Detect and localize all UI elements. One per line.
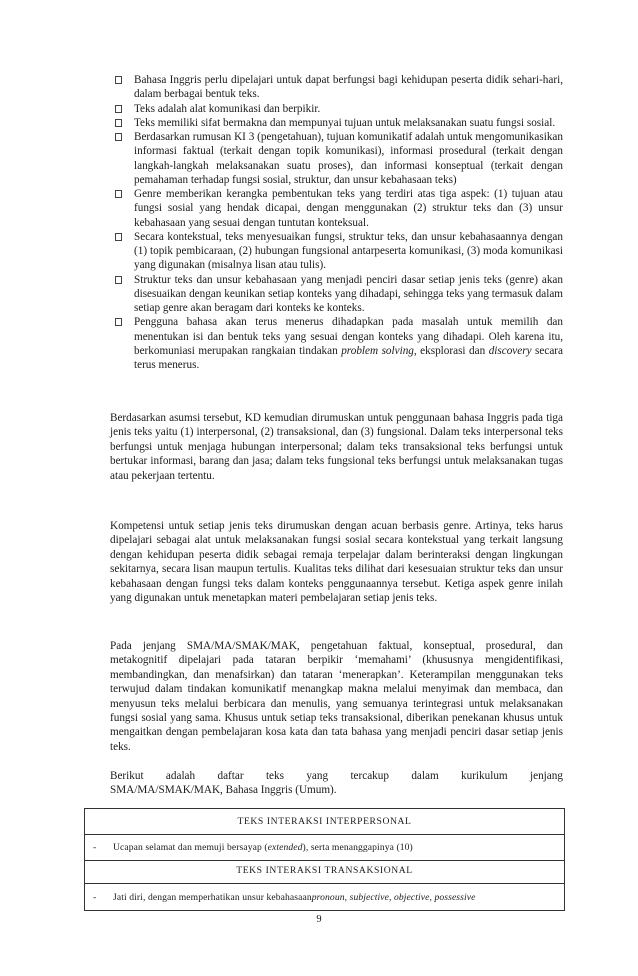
word: adalah [165,770,196,782]
row-emphasis: pronoun, subjective, objective, possessive [311,891,476,903]
bullet-text: Pengguna bahasa akan terus menerus dihadapkan pada masalah untuk memilih dan menentukan isi dan bentuk teks yang sesuai dengan konteks yang dihadapi. Oleh karena itu, berkomuniasi merupakan rangkaian tindakan [134,316,563,357]
word: kurikulum [461,770,508,782]
word: dalam [411,770,439,782]
paragraph-competence: Kompetensi untuk setiap jenis teks dirumuskan dengan acuan berbasis genre. Artinya, teks harus dipelajari sebagai alat untuk melaksanakan fungsi sosial secara kontekstual yang terkait langsung dengan kehidupan peserta didik sebagai remaja terpelajar dalam berinteraksi dengan lingkungan sekitarnya, secara lisan maupun tertulis. Kualitas teks dilihat dari kesesuaian struktur teks dan unsur kebahasaan dengan fungsi teks dalam konteks penggunaannya tersebut. Ketiga aspek genre inilah yang digunakan untuk menetapkan materi pembelajaran setiap jenis teks. [110,520,563,605]
bullet-item [110,273,563,316]
bullet-item [110,315,563,372]
missing-glyph-bullet-icon [115,133,122,141]
intro-line-2: SMA/MA/SMAK/MAK, Bahasa Inggris (Umum). [110,784,337,797]
row-text: Ucapan selamat dan memuji bersayap ( [113,842,268,853]
missing-glyph-bullet-icon [115,190,122,198]
row-text: ), serta menanggapinya (10) [302,842,413,853]
bullet-text: , eksplorasi dan [413,344,489,357]
table-interpersonal [84,808,565,861]
paragraph-list-intro [110,769,563,798]
word: teks [265,770,284,782]
missing-glyph-bullet-icon [115,233,122,241]
bullet-item [110,116,563,130]
emphasis-discovery: discovery [488,344,532,357]
word: Berikut [110,770,144,782]
word: yang [306,770,329,782]
bullet-text: Genre memberikan kerangka pembentukan teks yang terdiri atas tiga aspek: (1) tujuan atau fungsi sosial yang hendak dicapai, dengan menggunakan (2) struktur teks dan (3) unsur kebahasaan yang sesuai dengan tuntutan konteksual. [134,188,563,229]
paragraph-text-types: Berdasarkan asumsi tersebut, KD kemudian dirumuskan untuk penggunaan bahasa Inggris pada tiga jenis teks yaitu (1) interpersonal, (2) transaksional, dan (3) fungsional. Dalam teks interpersonal teks berfungsi untuk menjaga hubungan interpersonal; dalam teks transaksional teks berfungsi untuk bertukar informasi, barang dan jasa; dalam teks fungsional teks berfungsi untuk melaksanakan tugas atau pekerjaan tertentu. [110,412,563,482]
bullet-item [110,102,563,116]
emphasis-problem-solving: problem solving [341,344,414,357]
paragraph-sma-level: Pada jenjang SMA/MA/SMAK/MAK, pengetahuan faktual, konseptual, prosedural, dan metakognitif dipelajari pada tataran berpikir ‘memahami’ (khususnya mengidentifikasi, membandingkan, dan menafsirkan) dan tataran ‘menerapkan’. Keterampilan menggunakan teks terwujud dalam tindakan komunikatif menangkap makna melalui menyimak dan membaca, dan menyusun teks melalui berbicara dan menulis, yang semuanya terintegrasi untuk melaksanakan fungsi sosial yang sama. Khusus untuk setiap teks transaksional, diberikan penekanan khusus untuk mengaitkan dengan pembelajaran kosa kata dan tata bahasa yang menjadi penciri dasar setiap jenis teks. [110,640,563,753]
missing-glyph-bullet-icon [115,105,122,113]
page-number: 9 [316,914,322,925]
missing-glyph-bullet-icon [115,119,122,127]
bullet-text: Berdasarkan rumusan KI 3 (pengetahuan), tujuan komunikatif adalah untuk mengomunikasikan informasi faktual (terkait dengan topik komunikasi), informasi prosedural (terkait dengan langkah-langkah melaksanakan suatu proses), dan informasi konseptual (terkait dengan pemahaman terhadap fungsi sosial, struktur, dan unsur kebahasaan teks) [134,131,563,186]
bullet-item [110,130,563,187]
missing-glyph-bullet-icon [115,276,122,284]
table-row [85,884,564,910]
bullet-item [110,73,563,102]
bullet-text: Teks memiliki sifat bermakna dan mempunyai tujuan untuk melaksanakan suatu fungsi sosial. [134,116,556,129]
table-header-interpersonal: TEKS INTERAKSI INTERPERSONAL [85,809,564,835]
word: daftar [217,770,244,782]
bullet-text: Bahasa Inggris perlu dipelajari untuk dapat berfungsi bagi kehidupan peserta didik sehari-hari, dalam berbagai bentuk teks. [134,74,563,101]
row-emphasis: extended [267,842,303,853]
bullet-text: secara terus menerus. [134,344,563,371]
assumption-bullet-list [110,73,563,372]
row-dash: - [93,891,97,903]
word: jenjang [530,770,563,782]
row-dash: - [93,842,97,853]
missing-glyph-bullet-icon [115,76,122,84]
word: tercakup [350,770,389,782]
table-row [85,835,564,860]
bullet-item [110,230,563,273]
missing-glyph-bullet-icon [115,318,122,326]
intro-line [110,769,563,783]
bullet-text: Teks adalah alat komunikasi dan berpikir. [134,102,321,115]
table-header-transactional: TEKS INTERAKSI TRANSAKSIONAL [85,858,564,884]
bullet-text: Struktur teks dan unsur kebahasaan yang menjadi penciri dasar setiap jenis teks (genre) akan disesuaikan dengan keunikan setiap konteks yang dihadapi, sehingga teks yang termasuk dalam setiap genre akan beragam dari konteks ke konteks. [134,273,563,314]
row-text: Jati diri, dengan memperhatikan unsur kebahasaan [113,891,312,903]
bullet-text: Secara kontekstual, teks menyesuaikan fungsi, struktur teks, dan unsur kebahasaannya dengan (1) topik pembicaraan, (2) hubungan fungsional antarpeserta komunikasi, (3) moda komunikasi yang digunakan (misalnya lisan atau tulis). [134,230,563,272]
bullet-item [110,187,563,230]
table-transactional [84,858,565,911]
